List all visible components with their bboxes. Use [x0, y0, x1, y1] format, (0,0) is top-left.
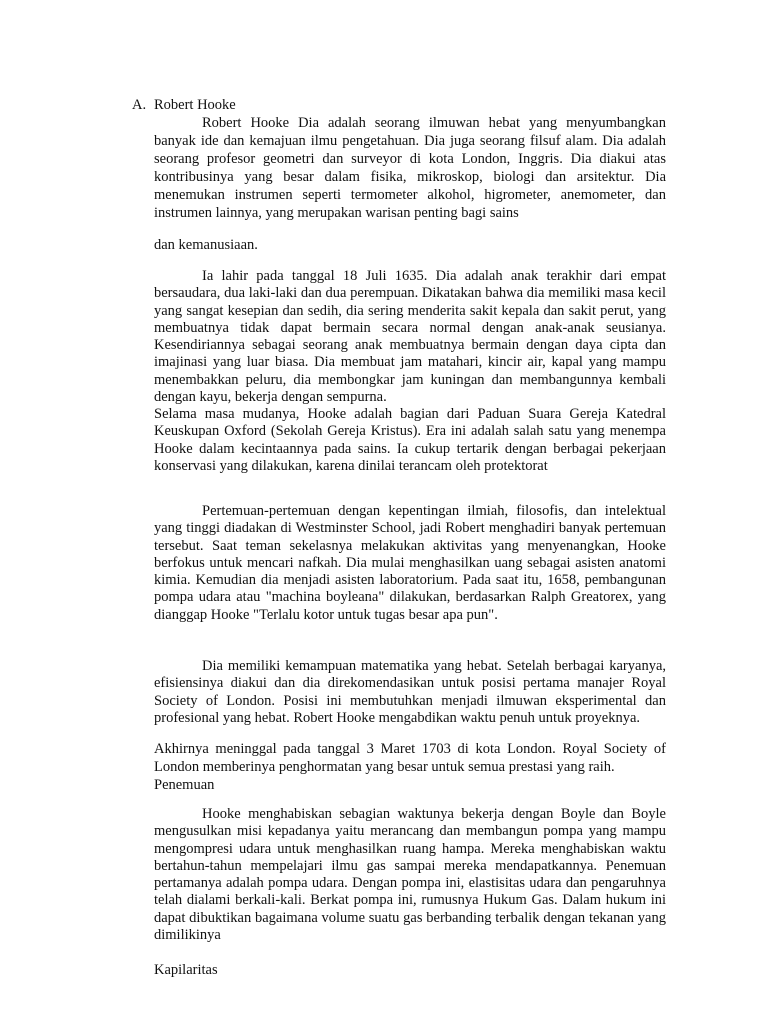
- paragraph-royal-society: Dia memiliki kemampuan matematika yang hebat. Setelah berbagai karyanya, efisiensinya diakui dan dia direkomendasikan untuk posisi pertama manajer Royal Society of London. Posisi ini membutuhkan menjadi ilmuwan eksperimental dan profesional yang hebat. Robert Hooke mengabdikan waktu penuh untuk proyeknya.: [154, 658, 666, 726]
- subheading-penemuan: Penemuan: [154, 777, 215, 793]
- paragraph-youth: Selama masa mudanya, Hooke adalah bagian dari Paduan Suara Gereja Katedral Keuskupan Oxford (Sekolah Gereja Kristus). Era ini adalah salah satu yang menempa Hooke dalam kecintaannya pada sains. Ia cukup tertarik dengan berbagai pekerjaan konservasi yang dilakukan, karena dinilai terancam oleh protektorat: [154, 406, 666, 474]
- paragraph-death: Akhirnya meninggal pada tanggal 3 Maret 1703 di kota London. Royal Society of London memberinya penghormatan yang besar untuk semua prestasi yang raih.: [154, 741, 666, 776]
- section-letter: A.: [132, 97, 147, 113]
- section-heading: [132, 96, 236, 114]
- subheading-kapilaritas: Kapilaritas: [154, 962, 218, 978]
- paragraph-intro-end: dan kemanusiaan.: [154, 237, 258, 253]
- paragraph-intro: Robert Hooke Dia adalah seorang ilmuwan hebat yang menyumbangkan banyak ide dan kemajuan ilmu pengetahuan. Dia juga seorang filsuf alam. Dia adalah seorang profesor geometri dan surveyor di kota London, Inggris. Dia diakui atas kontribusinya yang besar dalam fisika, mikroskop, biologi dan arsitektur. Dia menemukan instrumen seperti termometer alkohol, higrometer, anemometer, dan instrumen lainnya, yang merupakan warisan penting bagi sains: [154, 115, 666, 222]
- section-title: Robert Hooke: [154, 97, 236, 113]
- paragraph-birth: Ia lahir pada tanggal 18 Juli 1635. Dia adalah anak terakhir dari empat bersaudara, dua laki-laki dan dua perempuan. Dikatakan bahwa dia memiliki masa kecil yang sangat kesepian dan sedih, dia sering menderita sakit kepala dan sakit perut, yang membuatnya tidak dapat bermain secara normal dengan anak-anak seusianya. Kesendiriannya sebagai seorang anak membuatnya bermain dengan daya cipta dan imajinasi yang luar biasa. Dia membuat jam matahari, kincir air, kapal yang mampu menembakkan peluru, dia membongkar jam kuningan dan membangunnya kembali dengan kayu, bekerja dengan sempurna.: [154, 268, 666, 406]
- paragraph-westminster: Pertemuan-pertemuan dengan kepentingan ilmiah, filosofis, dan intelektual yang tinggi diadakan di Westminster School, jadi Robert menghadiri banyak pertemuan tersebut. Saat teman sekelasnya melakukan aktivitas yang menyenangkan, Hooke berfokus untuk mencari nafkah. Dia mulai menghasilkan uang sebagai asisten anatomi kimia. Kemudian dia menjadi asisten laboratorium. Pada saat itu, 1658, pembangunan pompa udara atau "machina boyleana" dilakukan, berdasarkan Ralph Greatorex, yang dianggap Hooke "Terlalu kotor untuk tugas besar apa pun".: [154, 503, 666, 623]
- paragraph-penemuan: Hooke menghabiskan sebagian waktunya bekerja dengan Boyle dan Boyle mengusulkan misi kepadanya yaitu merancang dan membangun pompa yang mampu mengompresi udara untuk menghasilkan ruang hampa. Mereka menghabiskan waktu bertahun-tahun mempelajari ilmu gas sampai mereka mendapatkannya. Penemuan pertamanya adalah pompa udara. Dengan pompa ini, elastisitas udara dan pengaruhnya telah dialami berkali-kali. Berkat pompa ini, rumusnya Hukum Gas. Dalam hukum ini dapat dibuktikan bagaimana volume suatu gas berbanding terbalik dengan tekanan yang dimilikinya: [154, 806, 666, 944]
